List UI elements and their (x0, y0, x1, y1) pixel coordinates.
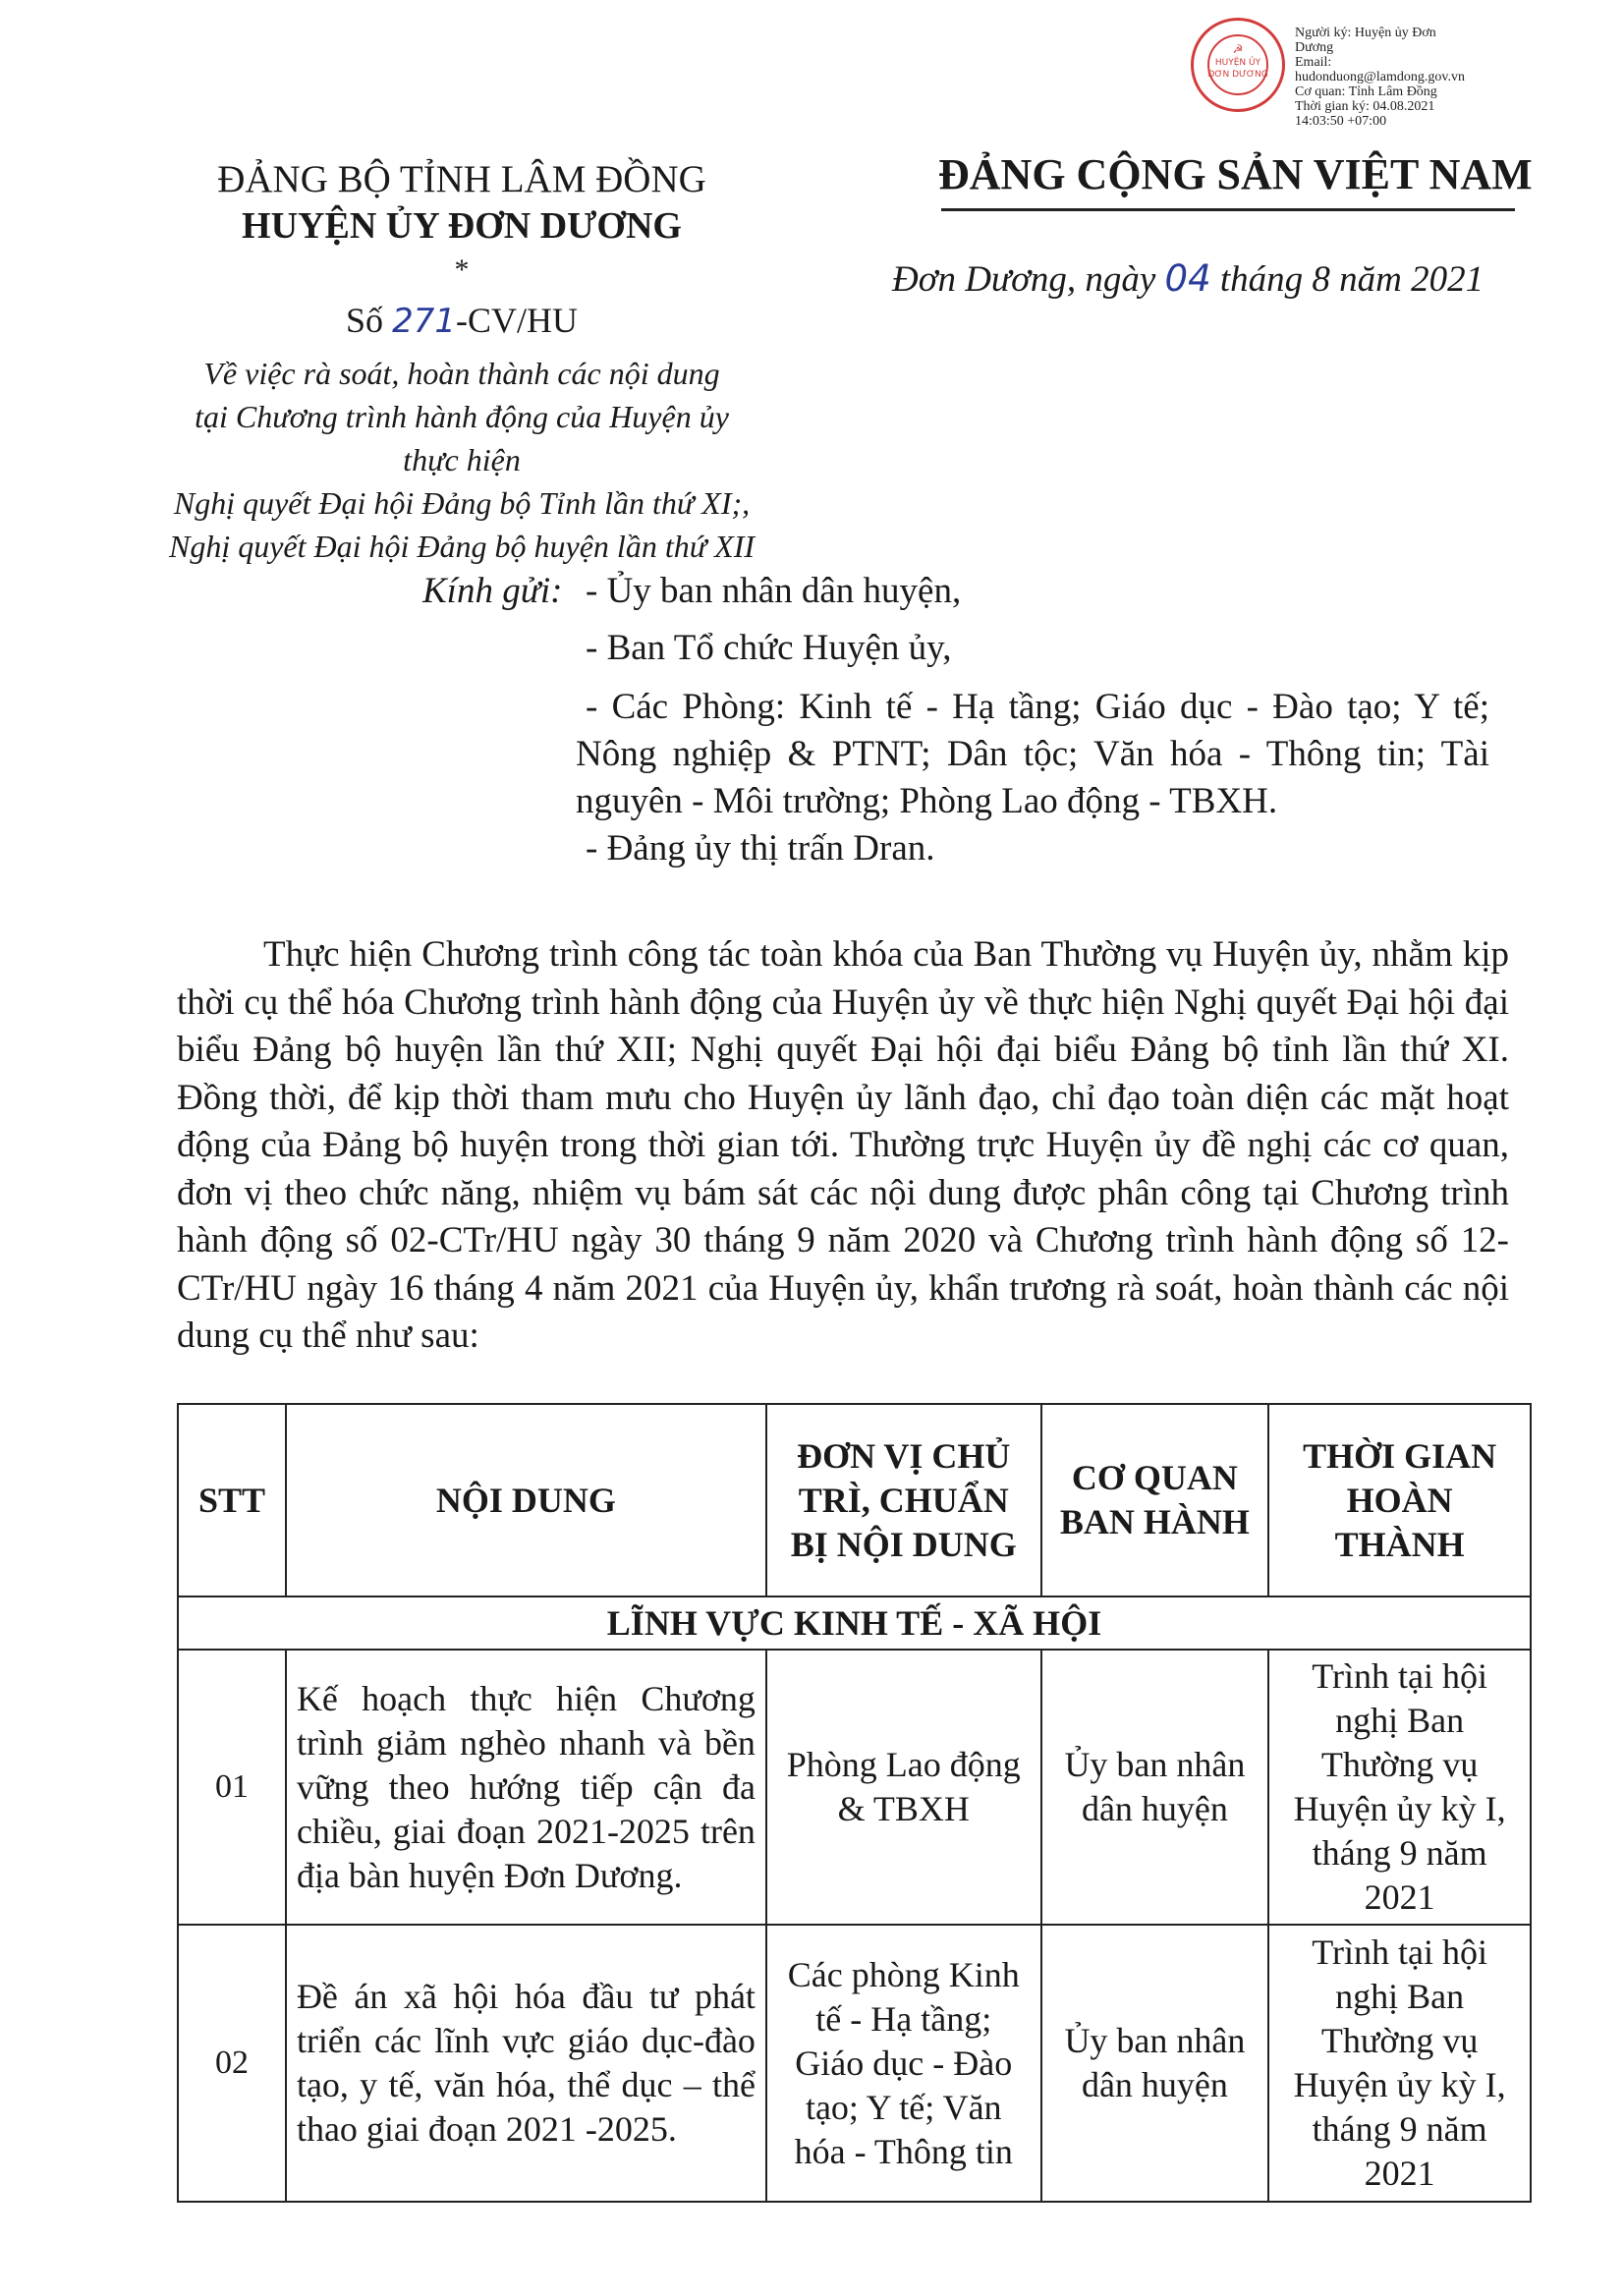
subject-line: Nghị quyết Đại hội Đảng bộ Tỉnh lần thứ XI;, (173, 485, 751, 521)
cell-content: Đề án xã hội hóa đầu tư phát triển các lĩnh vực giáo dục-đào tạo, y tế, văn hóa, thể dục – thể thao giai đoạn 2021 -2025. (286, 1925, 766, 2202)
seal-text-top: HUYỆN ỦY (1214, 58, 1261, 68)
date-suffix: tháng 8 năm 2021 (1219, 259, 1484, 300)
section-title: LĨNH VỰC KINH TẾ - XÃ HỘI (178, 1596, 1531, 1650)
cell-time: Trình tại hội nghị Ban Thường vụ Huyện ủy kỳ I, tháng 9 năm 2021 (1268, 1925, 1531, 2202)
recipient-line: - Ủy ban nhân dân huyện, (586, 571, 962, 611)
signature-line: Cơ quan: Tỉnh Lâm Đồng (1295, 84, 1437, 99)
party-underline (941, 208, 1515, 211)
header-agency: CƠ QUAN BAN HÀNH (1041, 1404, 1269, 1596)
party-name: ĐẢNG CỘNG SẢN VIỆT NAM (938, 150, 1533, 198)
digital-signature-info (1295, 26, 1590, 129)
doc-number-handwritten: 271 (392, 302, 456, 341)
subject-line: Về việc rà soát, hoàn thành các nội dung (203, 356, 720, 391)
date-day-handwritten: 04 (1164, 257, 1211, 300)
date-prefix: Đơn Dương, ngày (892, 259, 1156, 300)
header-asterisk: * (454, 253, 470, 286)
table-row (178, 1925, 1531, 2202)
org-line-province: ĐẢNG BỘ TỈNH LÂM ĐỒNG (217, 158, 706, 200)
signature-line: Thời gian ký: 04.08.2021 (1295, 99, 1435, 114)
header-time: THỜI GIAN HOÀN THÀNH (1268, 1404, 1531, 1596)
table-row (178, 1650, 1531, 1925)
recipient-line: - Ban Tổ chức Huyện ủy, (586, 628, 952, 668)
doc-subject (167, 352, 756, 568)
subject-line: Nghị quyết Đại hội Đảng bộ huyện lần thứ XII (168, 529, 756, 564)
signature-line: 14:03:50 +07:00 (1295, 114, 1387, 129)
cell-time: Trình tại hội nghị Ban Thường vụ Huyện ủy kỳ I, tháng 9 năm 2021 (1268, 1650, 1531, 1925)
header-unit: ĐƠN VỊ CHỦ TRÌ, CHUẨN BỊ NỘI DUNG (766, 1404, 1041, 1596)
recipient-line (576, 684, 1489, 825)
signature-line: Người ký: Huyện ủy Đơn (1295, 26, 1436, 40)
cell-agency: Ủy ban nhân dân huyện (1041, 1650, 1269, 1925)
cell-content: Kế hoạch thực hiện Chương trình giảm nghèo nhanh và bền vững theo hướng tiếp cận đa chiều, giai đoạn 2021-2025 trên địa bàn huyện Đơn Dương. (286, 1650, 766, 1925)
header-content: NỘI DUNG (286, 1404, 766, 1596)
signature-line: hudonduong@lamdong.gov.vn (1295, 70, 1465, 84)
recipient-line: - Đảng ủy thị trấn Dran. (586, 828, 935, 868)
cell-agency: Ủy ban nhân dân huyện (1041, 1925, 1269, 2202)
doc-date (892, 257, 1484, 301)
doc-number-suffix: -CV/HU (455, 301, 578, 340)
action-plan-table (177, 1403, 1532, 2203)
seal-text-bottom: ĐƠN DƯƠNG (1207, 70, 1268, 80)
header-stt: STT (178, 1404, 286, 1596)
cell-unit: Các phòng Kinh tế - Hạ tầng; Giáo dục - Đào tạo; Y tế; Văn hóa - Thông tin (766, 1925, 1041, 2202)
table-section-row (178, 1596, 1531, 1650)
seal-emblem-icon: ☭ (1232, 42, 1244, 56)
cell-unit: Phòng Lao động & TBXH (766, 1650, 1041, 1925)
signature-line: Dương (1295, 40, 1334, 55)
recipient-departments: - Các Phòng: Kinh tế - Hạ tầng; Giáo dục - Đào tạo; Y tế; Nông nghiệp & PTNT; Dân tộc; Văn hóa - Thông tin; Tài nguyên - Môi trường; Phòng Lao động - TBXH. (576, 687, 1489, 821)
table-header-row (178, 1404, 1531, 1596)
party-seal (1191, 18, 1285, 112)
signature-line: Email: (1295, 55, 1332, 70)
org-line-district: HUYỆN ỦY ĐƠN DƯƠNG (242, 205, 682, 247)
cell-stt: 01 (178, 1650, 286, 1925)
body-paragraph: Thực hiện Chương trình công tác toàn khóa của Ban Thường vụ Huyện ủy, nhằm kịp thời cụ thể hóa Chương trình hành động của Huyện ủy về thực hiện Nghị quyết Đại hội đại biểu Đảng bộ huyện lần thứ XII; Nghị quyết Đại hội đại biểu Đảng bộ tỉnh lần thứ XI. Đồng thời, để kịp thời tham mưu cho Huyện ủy lãnh đạo, chỉ đạo toàn diện các mặt hoạt động của Đảng bộ huyện trong thời gian tới. Thường trực Huyện ủy đề nghị các cơ quan, đơn vị theo chức năng, nhiệm vụ bám sát các nội dung được phân công tại Chương trình hành động số 02-CTr/HU ngày 30 tháng 9 năm 2020 và Chương trình hành động số 12-CTr/HU ngày 16 tháng 4 năm 2021 của Huyện ủy, khẩn trương rà soát, hoàn thành các nội dung cụ thể như sau: (177, 934, 1509, 1356)
recipients-label: Kính gửi: (422, 571, 563, 611)
cell-stt: 02 (178, 1925, 286, 2202)
doc-number (167, 300, 756, 341)
doc-number-prefix: Số (346, 301, 384, 340)
subject-line: tại Chương trình hành động của Huyện ủy thực hiện (195, 399, 729, 477)
